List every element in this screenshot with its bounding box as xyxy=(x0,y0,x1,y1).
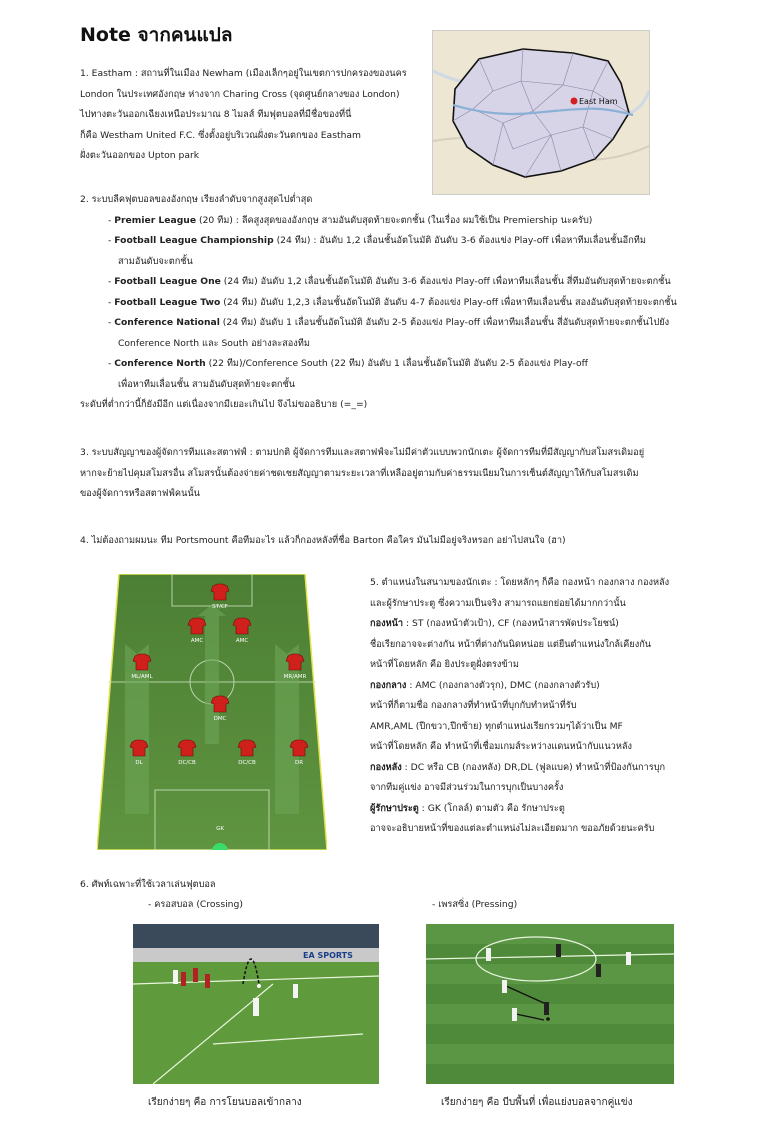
league-desc: (24 ทีม) อันดับ 1,2 เลื่อนชั้นอัตโนมัติ อันดับ 3-6 ต้องแข่ง Play-off เพื่อหาทีมเลื่อนชั้น สี่ทีมอันดับสุดท้ายจะตกชั้น xyxy=(220,276,671,287)
note-2-footer: ระดับที่ต่ำกว่านี้ก็ยังมีอีก แต่เนื่องจากมีเยอะเกินไป จึงไม่ขออธิบาย (=_=) xyxy=(80,399,368,410)
position-label: DMC xyxy=(213,716,227,722)
note-5-line: หน้าที่โดยหลัก คือ ยิงประตูฝั่งตรงข้าม xyxy=(370,659,519,670)
league-name: Football League Championship xyxy=(114,235,274,246)
east-ham-label: East Ham xyxy=(579,97,618,106)
player-shirt-icon xyxy=(211,696,229,712)
player-shirt-icon xyxy=(211,584,229,600)
note-2 xyxy=(80,190,720,416)
note-5-line: กองหลัง : DC หรือ CB (กองหลัง) DR,DL (ฟูลแบค) ทำหน้าที่ป้องกันการบุก xyxy=(370,761,666,773)
league-desc-cont: Conference North และ South อย่างละสองทีม xyxy=(118,337,310,349)
note-1-line: London ในประเทศอังกฤษ ห่างจาก Charing Cross (จุดศูนย์กลางของ London) xyxy=(80,88,400,100)
player-shirt-icon xyxy=(290,740,308,756)
league-item: - Conference North (22 ทีม)/Conference South (22 ทีม) อันดับ 1 เลื่อนชั้นอัตโนมัติ อันดับ 2-5 ต้องแข่ง Play-off xyxy=(108,358,588,369)
formation-field-image xyxy=(97,574,327,850)
league-item: - Conference National (24 ทีม) อันดับ 1 เลื่อนชั้นอัตโนมัติ อันดับ 2-5 ต้องแข่ง Play-off เพื่อหาทีมเลื่อนชั้น สี่อันดับสุดท้ายจะตกชั้นไปยัง xyxy=(108,317,670,328)
crossing-label: - ครอสบอล (Crossing) xyxy=(148,899,243,910)
note-5-line: หน้าที่ก็ตามชื่อ กองกลางที่ทำหน้าที่บุกกับทำหน้าที่รับ xyxy=(370,700,577,711)
note-6-intro: 6. ศัพท์เฉพาะที่ใช้เวลาเล่นฟุตบอล xyxy=(80,879,216,890)
note-3-line: 3. ระบบสัญญาของผู้จัดการทีมและสตาฟฟ์ : ตามปกติ ผู้จัดการทีมและสตาฟฟ์จะไม่มีค่าตัวแบบพวกนักเตะ ผู้จัดการทีมที่มีสัญญากับสโมสรเดิมอยู่ xyxy=(80,447,645,458)
note-5-line: หน้าที่โดยหลัก คือ ทำหน้าที่เชื่อมเกมส์ระหว่างแดนหน้ากับแนวหลัง xyxy=(370,741,632,752)
london-map-image xyxy=(432,30,650,195)
league-item: - Football League One (24 ทีม) อันดับ 1,2 เลื่อนชั้นอัตโนมัติ อันดับ 3-6 ต้องแข่ง Play-off เพื่อหาทีมเลื่อนชั้น สี่ทีมอันดับสุดท้ายจะตกชั้น xyxy=(108,276,671,287)
note-5-line: AMR,AML (ปีกขวา,ปีกซ้าย) ทุกตำแหน่งเรียกรวมๆได้ว่าเป็น MF xyxy=(370,720,623,732)
position-label: AMC xyxy=(235,638,249,644)
player-shirt-icon xyxy=(178,740,196,756)
note-4: 4. ไม่ต้องถามผมนะ ทีม Portsmount คือทีมอะไร แล้วก็กองหลังที่ชื่อ Barton คือใคร มันไม่มีอยู่จริงหรอก อย่าไปสนใจ (ฮา) xyxy=(80,535,566,546)
note-5-line: ผู้รักษาประตู : GK (โกลล์) ตามตัว คือ รักษาประตู xyxy=(370,802,565,814)
note-2-intro: 2. ระบบลีคฟุตบอลของอังกฤษ เรียงลำดับจากสูงสุดไปต่ำสุด xyxy=(80,194,313,205)
league-desc-cont: เพื่อหาทีมเลื่อนชั้น สามอันดับสุดท้ายจะตกชั้น xyxy=(118,378,296,390)
note-1-line: ก็คือ Westham United F.C. ซึ่งตั้งอยู่บริเวณฝั่งตะวันตกของ Eastham xyxy=(80,129,361,141)
note-5-line: กองกลาง : AMC (กองกลางตัวรุก), DMC (กองกลางตัวรับ) xyxy=(370,679,600,691)
league-desc: (24 ทีม) อันดับ 1 เลื่อนชั้นอัตโนมัติ อันดับ 2-5 ต้องแข่ง Play-off เพื่อหาทีมเลื่อนชั้น สี่อันดับสุดท้ายจะตกชั้นไปยัง xyxy=(219,317,670,328)
note-3-line: ของผู้จัดการหรือสตาฟฟ์คนนั้น xyxy=(80,488,200,499)
player-shirt-icon xyxy=(188,618,206,634)
note-5-line: กองหน้า : ST (กองหน้าตัวเป้า), CF (กองหน้าสารพัดประโยชน์) xyxy=(370,618,619,629)
league-item: - Football League Championship (24 ทีม) : อันดับ 1,2 เลื่อนชั้นอัตโนมัติ อันดับ 3-6 ต้องแข่ง Play-off เพื่อหาทีมเลื่อนชั้นอีกทีม xyxy=(108,235,646,246)
note-1-line: 1. Eastham : สถานที่ในเมือง Newham (เมืองเล็กๆอยู่ในเขตการปกครองของนคร xyxy=(80,68,407,79)
league-name: Conference National xyxy=(114,317,220,328)
pressing-caption: เรียกง่ายๆ คือ บีบพื้นที่ เพื่อแย่งบอลจากคู่แข่ง xyxy=(441,1097,633,1108)
note-1-line: ฝั่งตะวันออกของ Upton park xyxy=(80,150,200,161)
note-5-line: จากทีมคู่แข่ง อาจมีส่วนร่วมในการบุกเป็นบางครั้ง xyxy=(370,782,564,793)
note-5-line: ชื่อเรียกอาจจะต่างกัน หน้าที่ต่างกันนิดหน่อย แต่ยืนตำแหน่งใกล้เคียงกัน xyxy=(370,638,652,650)
note-3-line: หากจะย้ายไปคุมสโมสรอื่น สโมสรนั้นต้องจ่ายค่าชดเชยสัญญาตามระยะเวลาที่เหลืออยู่ตามกับค่าธรรมเนียมในการเซ็นต์สัญญาให้กับสโมสรเดิม xyxy=(80,467,639,479)
note-5 xyxy=(370,573,730,840)
league-name: Conference North xyxy=(114,358,206,369)
ea-sports-banner: EA SPORTS xyxy=(303,951,353,960)
position-label: GK xyxy=(216,826,224,832)
league-desc-cont: สามอันดับจะตกชั้น xyxy=(118,255,193,267)
player-shirt-icon xyxy=(238,740,256,756)
league-item: - Premier League (20 ทีม) : ลีคสูงสุดของอังกฤษ สามอันดับสุดท้ายจะตกชั้น (ในเรื่อง ผมใช้เป็น Premiership นะครับ) xyxy=(108,214,593,226)
note-5-line: และผู้รักษาประตู ซึ่งความเป็นจริง สามารถแยกย่อยได้มากกว่านั้น xyxy=(370,597,626,609)
crossing-screenshot xyxy=(133,924,379,1084)
position-label: DC/CB xyxy=(238,760,256,766)
note-1 xyxy=(80,64,420,167)
position-label: ST/CF xyxy=(212,604,228,610)
league-desc: (20 ทีม) : ลีคสูงสุดของอังกฤษ สามอันดับสุดท้ายจะตกชั้น (ในเรื่อง ผมใช้เป็น Premiership นะครับ) xyxy=(196,214,593,226)
league-item: - Football League Two (24 ทีม) อันดับ 1,2,3 เลื่อนชั้นอัตโนมัติ อันดับ 4-7 ต้องแข่ง Play-off เพื่อหาทีมเลื่อนชั้น สองอันดับสุดท้ายจะตกชั้น xyxy=(108,296,677,308)
league-desc: (24 ทีม) : อันดับ 1,2 เลื่อนชั้นอัตโนมัติ อันดับ 3-6 ต้องแข่ง Play-off เพื่อหาทีมเลื่อนชั้นอีกทีม xyxy=(273,235,646,246)
page-title: Note จากคนแปล xyxy=(80,24,233,46)
position-label: DR xyxy=(294,760,304,766)
player-shirt-icon xyxy=(286,654,304,670)
position-label: ML/AML xyxy=(131,674,153,680)
league-name: Football League Two xyxy=(114,296,221,308)
crossing-caption: เรียกง่ายๆ คือ การโยนบอลเข้ากลาง xyxy=(148,1097,302,1108)
league-name: Premier League xyxy=(114,214,197,226)
note-5-line: อาจจะอธิบายหน้าที่ของแต่ละตำแหน่งไม่ละเอียดมาก ขออภัยด้วยนะครับ xyxy=(370,823,655,834)
position-label: MR/AMR xyxy=(283,674,307,680)
league-desc: (24 ทีม) อันดับ 1,2,3 เลื่อนชั้นอัตโนมัติ อันดับ 4-7 ต้องแข่ง Play-off เพื่อหาทีมเลื่อนชั้น สองอันดับสุดท้ายจะตกชั้น xyxy=(220,296,677,308)
league-name: Football League One xyxy=(114,276,221,287)
position-label: AMC xyxy=(190,638,204,644)
player-shirt-icon xyxy=(233,618,251,634)
position-label: DL xyxy=(135,760,143,766)
note-1-line: ไปทางตะวันออกเฉียงเหนือประมาณ 8 ไมลส์ ทีมฟุตบอลที่มีชื่อของที่นี่ xyxy=(80,109,352,120)
note-5-line: 5. ตำแหน่งในสนามของนักเตะ : โดยหลักๆ ก็คือ กองหน้า กองกลาง กองหลัง xyxy=(370,577,670,588)
note-3 xyxy=(80,443,720,505)
position-label: DC/CB xyxy=(178,760,196,766)
pressing-screenshot xyxy=(426,924,674,1084)
pressing-label: - เพรสซิ่ง (Pressing) xyxy=(432,899,518,910)
league-desc: (22 ทีม)/Conference South (22 ทีม) อันดับ 1 เลื่อนชั้นอัตโนมัติ อันดับ 2-5 ต้องแข่ง Play-off xyxy=(205,358,588,369)
